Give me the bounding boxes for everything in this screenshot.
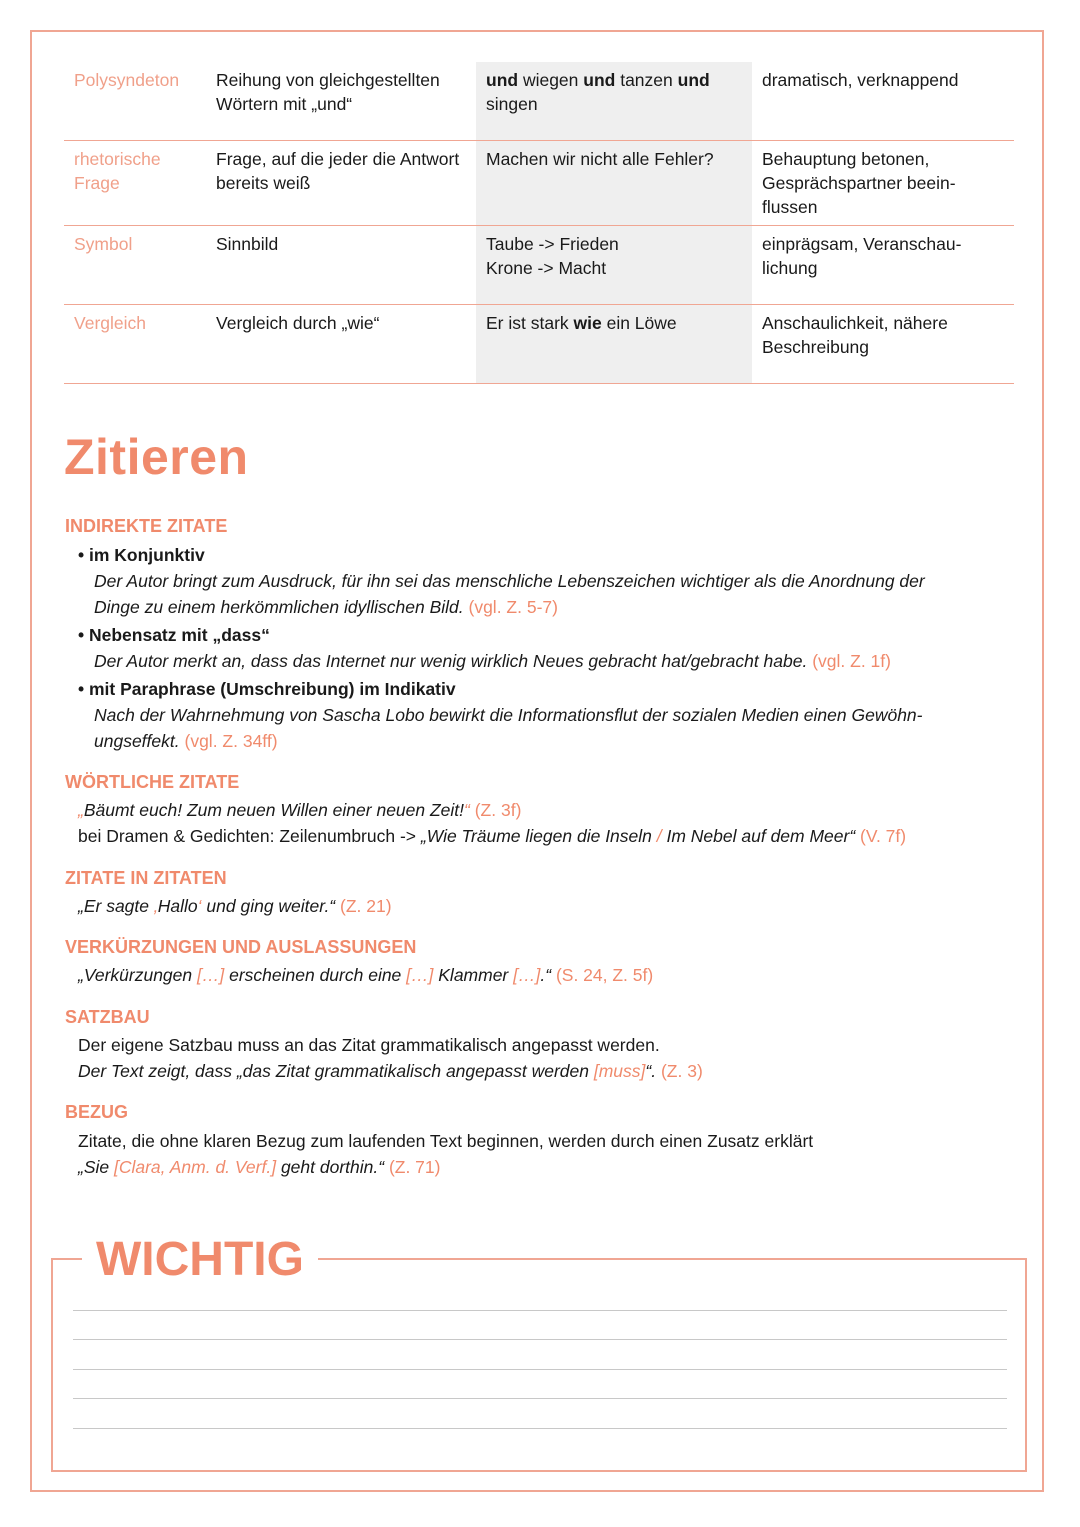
example-part: Er ist stark bbox=[486, 313, 574, 333]
quote-text: „Wie Träume liegen die Inseln bbox=[420, 826, 657, 846]
example-text bbox=[94, 648, 891, 674]
ellipsis-bracket: […] bbox=[197, 965, 225, 985]
example-cell bbox=[476, 62, 752, 141]
table-row bbox=[64, 141, 1014, 226]
example-text: Nach der Wahrnehmung von Sascha Lobo bewirkt die Informationsflut der sozialen Medien einen Gewöhn- bbox=[94, 705, 923, 725]
quote-text: Der Text zeigt, dass „das Zitat grammatikalisch angepasst werden bbox=[78, 1061, 594, 1081]
term-cell: Polysyndeton bbox=[74, 70, 180, 90]
section-heading-verkuerzungen: VERKÜRZUNGEN UND AUSLASSUNGEN bbox=[65, 937, 417, 957]
quote-mark: “ bbox=[464, 800, 470, 820]
insertion-bracket: [muss] bbox=[593, 1061, 646, 1081]
quote-text: „Sie bbox=[78, 1157, 114, 1177]
example-part: ein Löwe bbox=[601, 313, 677, 333]
bullet-paraphrase: • mit Paraphrase (Umschreibung) im Indikativ bbox=[78, 679, 456, 699]
quote-text: „Verkürzungen bbox=[78, 965, 197, 985]
effect-cell: Anschaulichkeit, nähere Beschreibung bbox=[762, 313, 948, 357]
effect-cell: einprägsam, Veranschau-lichung bbox=[762, 234, 962, 278]
example-text-part: Dinge zu einem herkömmlichen idyllischen Bild. bbox=[94, 597, 464, 617]
example-text bbox=[94, 594, 558, 620]
quote-mark: ‚ bbox=[153, 896, 158, 916]
drama-line bbox=[78, 823, 906, 849]
quote-mark: „ bbox=[78, 800, 84, 820]
example-text bbox=[94, 728, 278, 754]
quote-text: Klammer bbox=[433, 965, 514, 985]
term-cell: rhetorische Frage bbox=[74, 149, 161, 193]
wichtig-title: WICHTIG bbox=[82, 1232, 318, 1287]
ellipsis-bracket: […] bbox=[406, 965, 434, 985]
writing-line bbox=[73, 1310, 1007, 1311]
example-part: tanzen bbox=[615, 70, 678, 90]
example-part: und bbox=[583, 70, 616, 90]
definition-cell: Vergleich durch „wie“ bbox=[216, 313, 380, 333]
wichtig-box bbox=[51, 1258, 1027, 1472]
example-line: Krone -> Macht bbox=[486, 258, 607, 278]
satzbau-rule: Der eigene Satzbau muss an das Zitat grammatikalisch angepasst werden. bbox=[78, 1035, 660, 1055]
reference: (Z. 3f) bbox=[474, 800, 522, 820]
quote-text: erscheinen durch eine bbox=[224, 965, 407, 985]
example-part: singen bbox=[486, 94, 538, 114]
section-heading-woertlich: WÖRTLICHE ZITATE bbox=[65, 772, 240, 792]
example-text-part: ungseffekt. bbox=[94, 731, 180, 751]
example-cell: Machen wir nicht alle Fehler? bbox=[476, 141, 752, 226]
example-part: und bbox=[677, 70, 710, 90]
drama-label: bei Dramen & Gedichten: Zeilenumbruch -> bbox=[78, 826, 421, 846]
effect-cell: dramatisch, verknappend bbox=[762, 70, 959, 90]
line-break-slash: / bbox=[656, 826, 662, 846]
effect-cell: Behauptung betonen, Gesprächspartner beein-flussen bbox=[762, 149, 956, 217]
stilmittel-table bbox=[64, 62, 1014, 384]
reference: (vgl. Z. 1f) bbox=[812, 651, 891, 671]
bullet-nebensatz: • Nebensatz mit „dass“ bbox=[78, 625, 270, 645]
bezug-rule: Zitate, die ohne klaren Bezug zum laufenden Text beginnen, werden durch einen Zusatz erklärt bbox=[78, 1131, 814, 1151]
example-cell bbox=[476, 226, 752, 305]
quote-line bbox=[78, 893, 392, 919]
reference: (Z. 71) bbox=[388, 1157, 441, 1177]
quote-text: Bäumt euch! Zum neuen Willen einer neuen Zeit! bbox=[83, 800, 465, 820]
example-line: Taube -> Frieden bbox=[486, 234, 619, 254]
section-heading-bezug: BEZUG bbox=[65, 1102, 128, 1122]
definition-cell: Sinnbild bbox=[216, 234, 279, 254]
ellipsis-bracket: […] bbox=[513, 965, 541, 985]
quote-line bbox=[78, 797, 521, 823]
term-cell: Vergleich bbox=[74, 313, 146, 333]
writing-line bbox=[73, 1398, 1007, 1399]
reference: (S. 24, Z. 5f) bbox=[555, 965, 654, 985]
quote-mark: ‘ bbox=[197, 896, 202, 916]
quote-text: Im Nebel auf dem Meer“ bbox=[661, 826, 856, 846]
quote-text: “. bbox=[645, 1061, 657, 1081]
writing-line bbox=[73, 1339, 1007, 1340]
example-text-part: Der Autor merkt an, dass das Internet nur wenig wirklich Neues gebracht hat/gebracht habe. bbox=[94, 651, 808, 671]
table-row bbox=[64, 305, 1014, 384]
definition-cell: Frage, auf die jeder die Antwort bereits weiß bbox=[216, 149, 460, 193]
writing-line bbox=[73, 1369, 1007, 1370]
quote-text: Hallo bbox=[157, 896, 198, 916]
section-heading-satzbau: SATZBAU bbox=[65, 1007, 150, 1027]
reference: (V. 7f) bbox=[860, 826, 907, 846]
example-text: Der Autor bringt zum Ausdruck, für ihn sei das menschliche Lebenszeichen wichtiger als die Anordnung der bbox=[94, 571, 925, 591]
example-part: wiegen bbox=[518, 70, 584, 90]
example-cell bbox=[476, 305, 752, 384]
insertion-bracket: [Clara, Anm. d. Verf.] bbox=[113, 1157, 277, 1177]
quote-line bbox=[78, 1058, 703, 1084]
reference: (vgl. Z. 5-7) bbox=[468, 597, 558, 617]
quote-text: „Er sagte bbox=[78, 896, 154, 916]
table-row bbox=[64, 62, 1014, 141]
quote-text: und ging weiter.“ bbox=[201, 896, 336, 916]
reference: (Z. 21) bbox=[340, 896, 392, 916]
section-heading-indirekt: INDIREKTE ZITATE bbox=[65, 516, 228, 536]
definition-cell: Reihung von gleichgestellten Wörtern mit „und“ bbox=[216, 70, 440, 114]
quote-line bbox=[78, 1154, 440, 1180]
reference: (vgl. Z. 34ff) bbox=[184, 731, 278, 751]
quote-text: geht dorthin.“ bbox=[276, 1157, 385, 1177]
example-part: und bbox=[486, 70, 519, 90]
quote-text: .“ bbox=[540, 965, 552, 985]
reference: (Z. 3) bbox=[660, 1061, 703, 1081]
table-row bbox=[64, 226, 1014, 305]
writing-line bbox=[73, 1428, 1007, 1429]
page-title: Zitieren bbox=[64, 429, 249, 485]
example-part: wie bbox=[573, 313, 602, 333]
term-cell: Symbol bbox=[74, 234, 133, 254]
bullet-konjunktiv: • im Konjunktiv bbox=[78, 545, 205, 565]
section-heading-zitate-in-zitaten: ZITATE IN ZITATEN bbox=[65, 868, 227, 888]
quote-line bbox=[78, 962, 653, 988]
